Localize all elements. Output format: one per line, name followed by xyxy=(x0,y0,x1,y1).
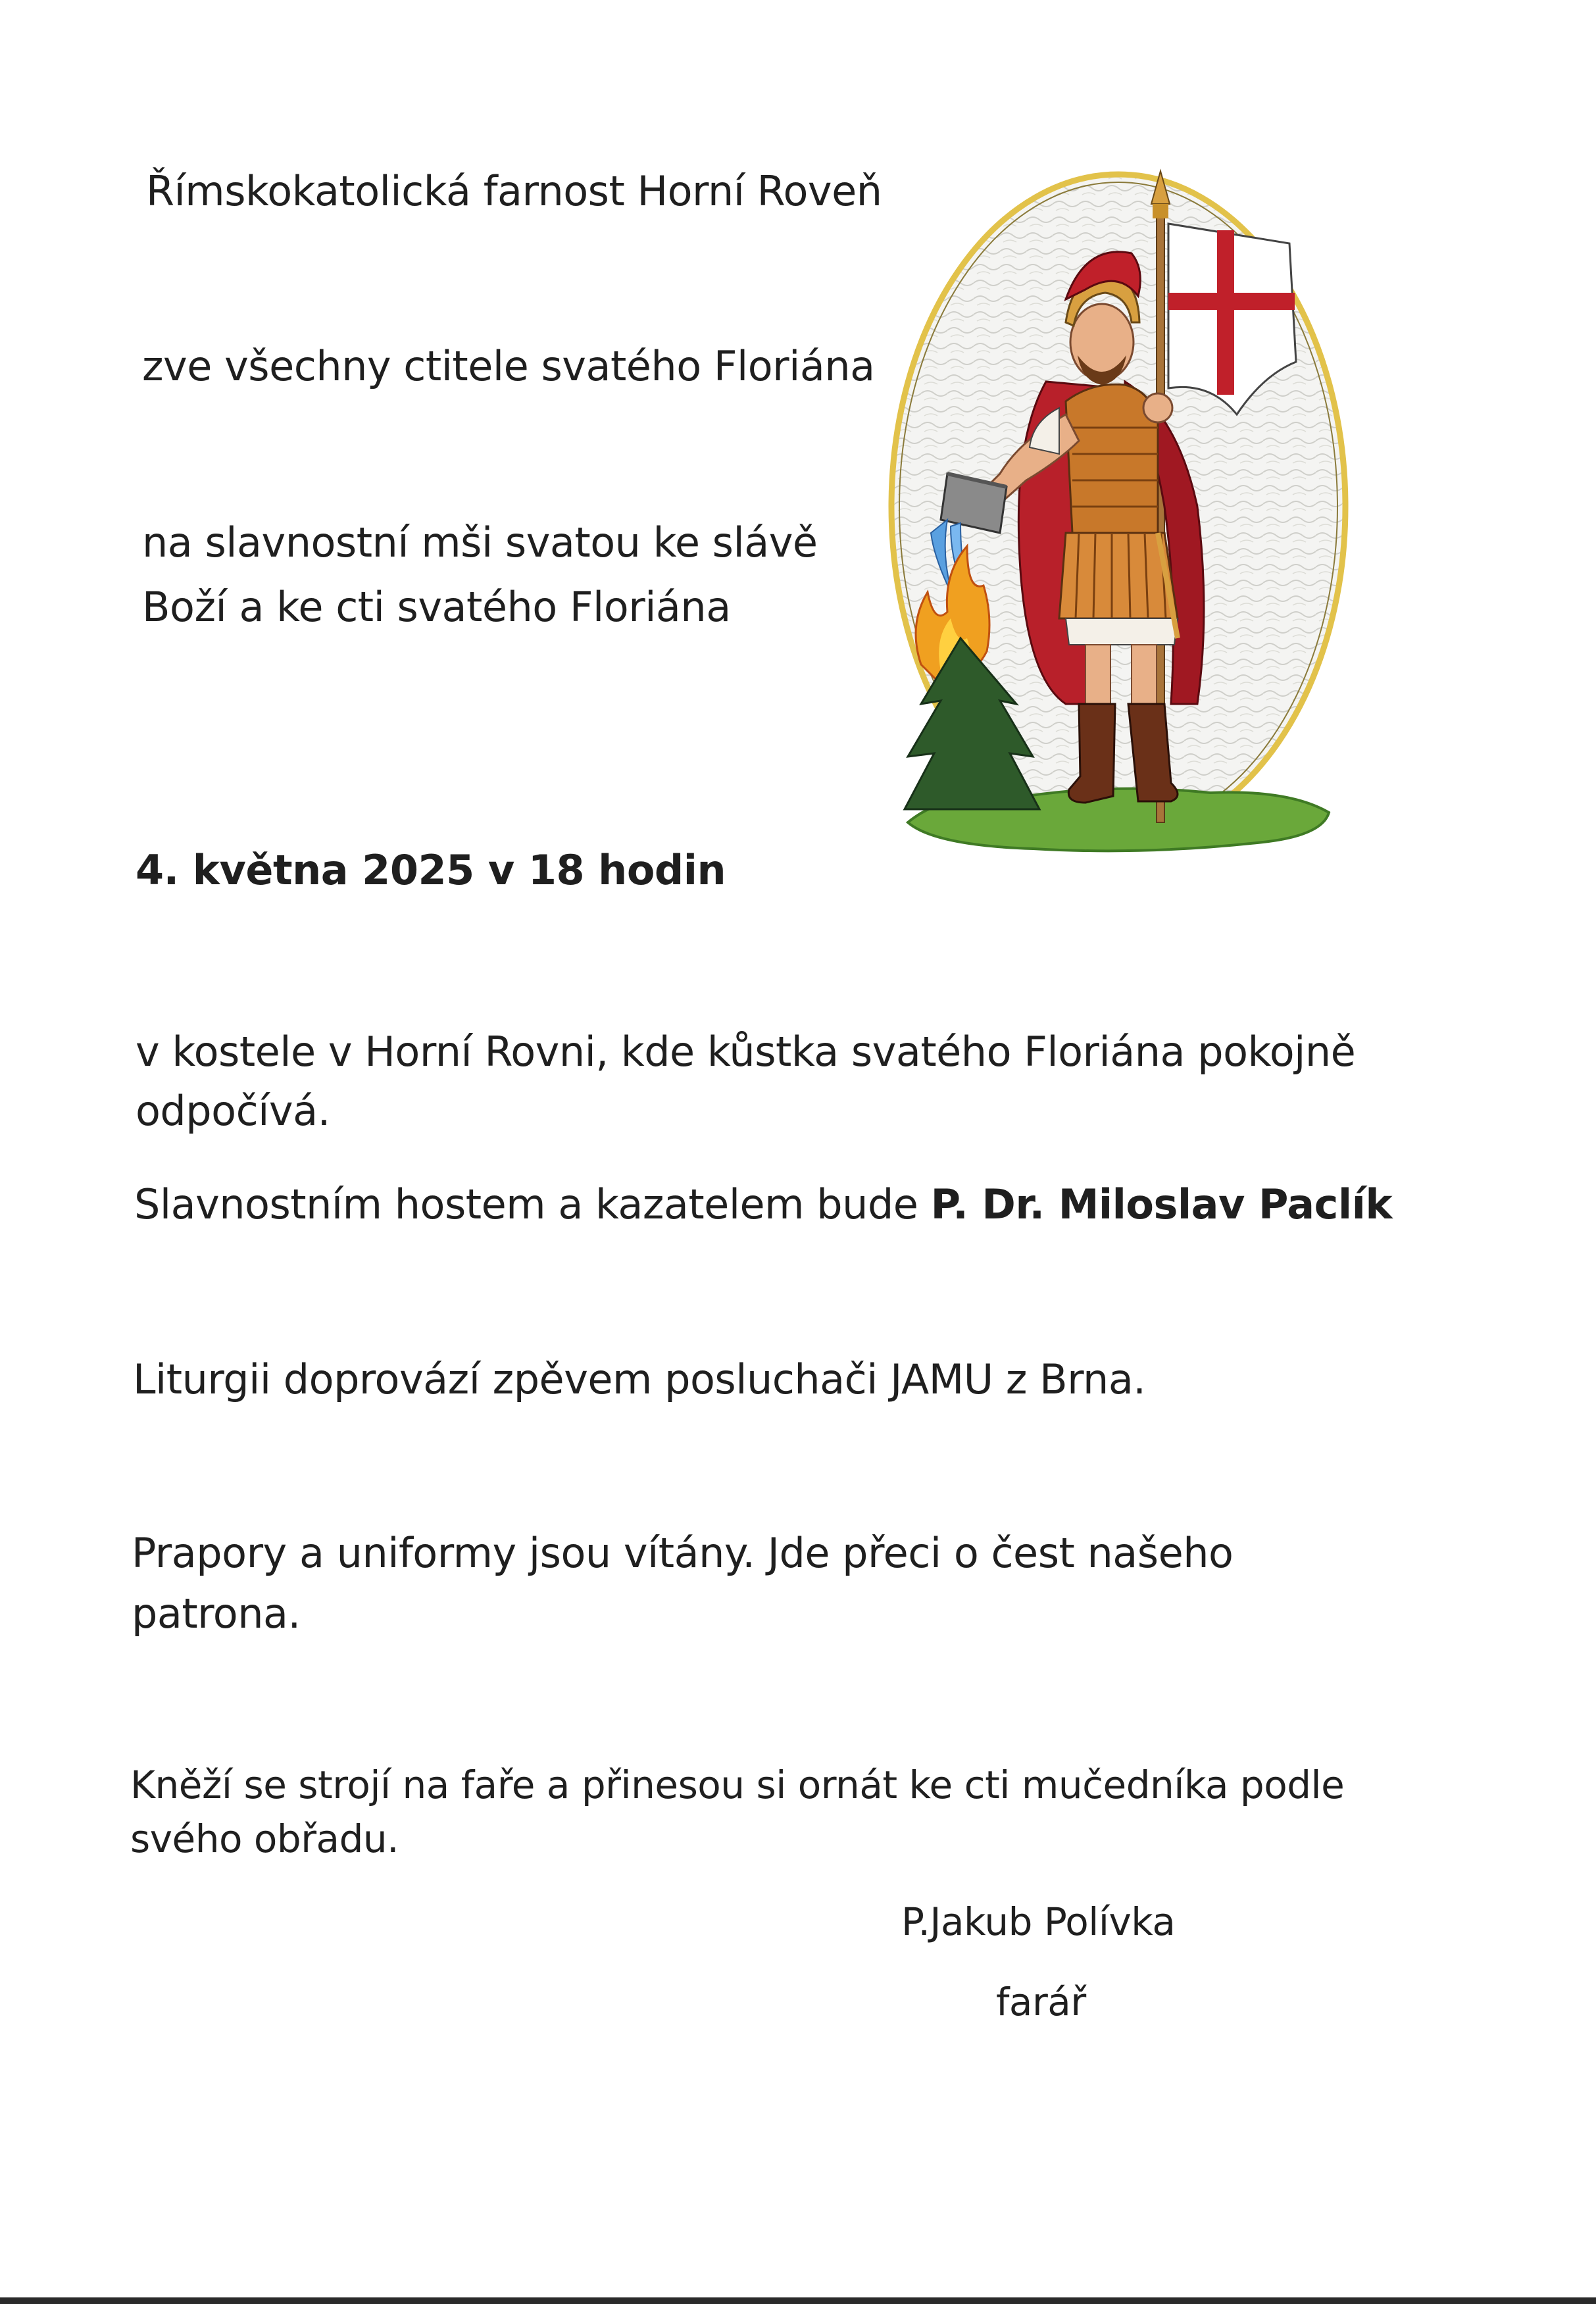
location-line-1: v kostele v Horní Rovni, kde kůstka svatého Floriána pokojně xyxy=(136,1028,1356,1076)
guest-line xyxy=(134,1175,1392,1234)
guest-prefix: Slavnostním hostem a kazatelem bude xyxy=(134,1180,931,1228)
scan-edge xyxy=(0,2297,1596,2304)
parish-heading: Římskokatolická farnost Horní Roveň xyxy=(146,167,882,215)
priests-line-1: Kněží se strojí na faře a přinesou si ornát ke cti mučedníka podle xyxy=(130,1763,1345,1807)
saint-florian-icon xyxy=(868,164,1355,895)
head xyxy=(1070,304,1134,380)
mass-line-1: na slavnostní mši svatou ke slávě xyxy=(142,518,818,566)
invitation-line: zve všechny ctitele svatého Floriána xyxy=(142,342,875,390)
guest-name: P. Dr. Miloslav Paclík xyxy=(930,1180,1393,1228)
mass-line-2: Boží a ke cti svatého Floriána xyxy=(142,583,731,631)
priests-line-2: svého obřadu. xyxy=(130,1816,399,1861)
liturgy-line: Liturgii doprovází zpěvem posluchači JAMU z Brna. xyxy=(133,1355,1146,1403)
location-line-2: odpočívá. xyxy=(136,1087,330,1135)
banners-line-2: patrona. xyxy=(132,1590,301,1638)
signature-title: farář xyxy=(996,1980,1086,2024)
signature-name: P.Jakub Polívka xyxy=(901,1899,1176,1944)
event-date-time: 4. května 2025 v 18 hodin xyxy=(136,846,726,894)
banners-line-1: Prapory a uniformy jsou vítány. Jde přeci o čest našeho xyxy=(132,1529,1234,1577)
